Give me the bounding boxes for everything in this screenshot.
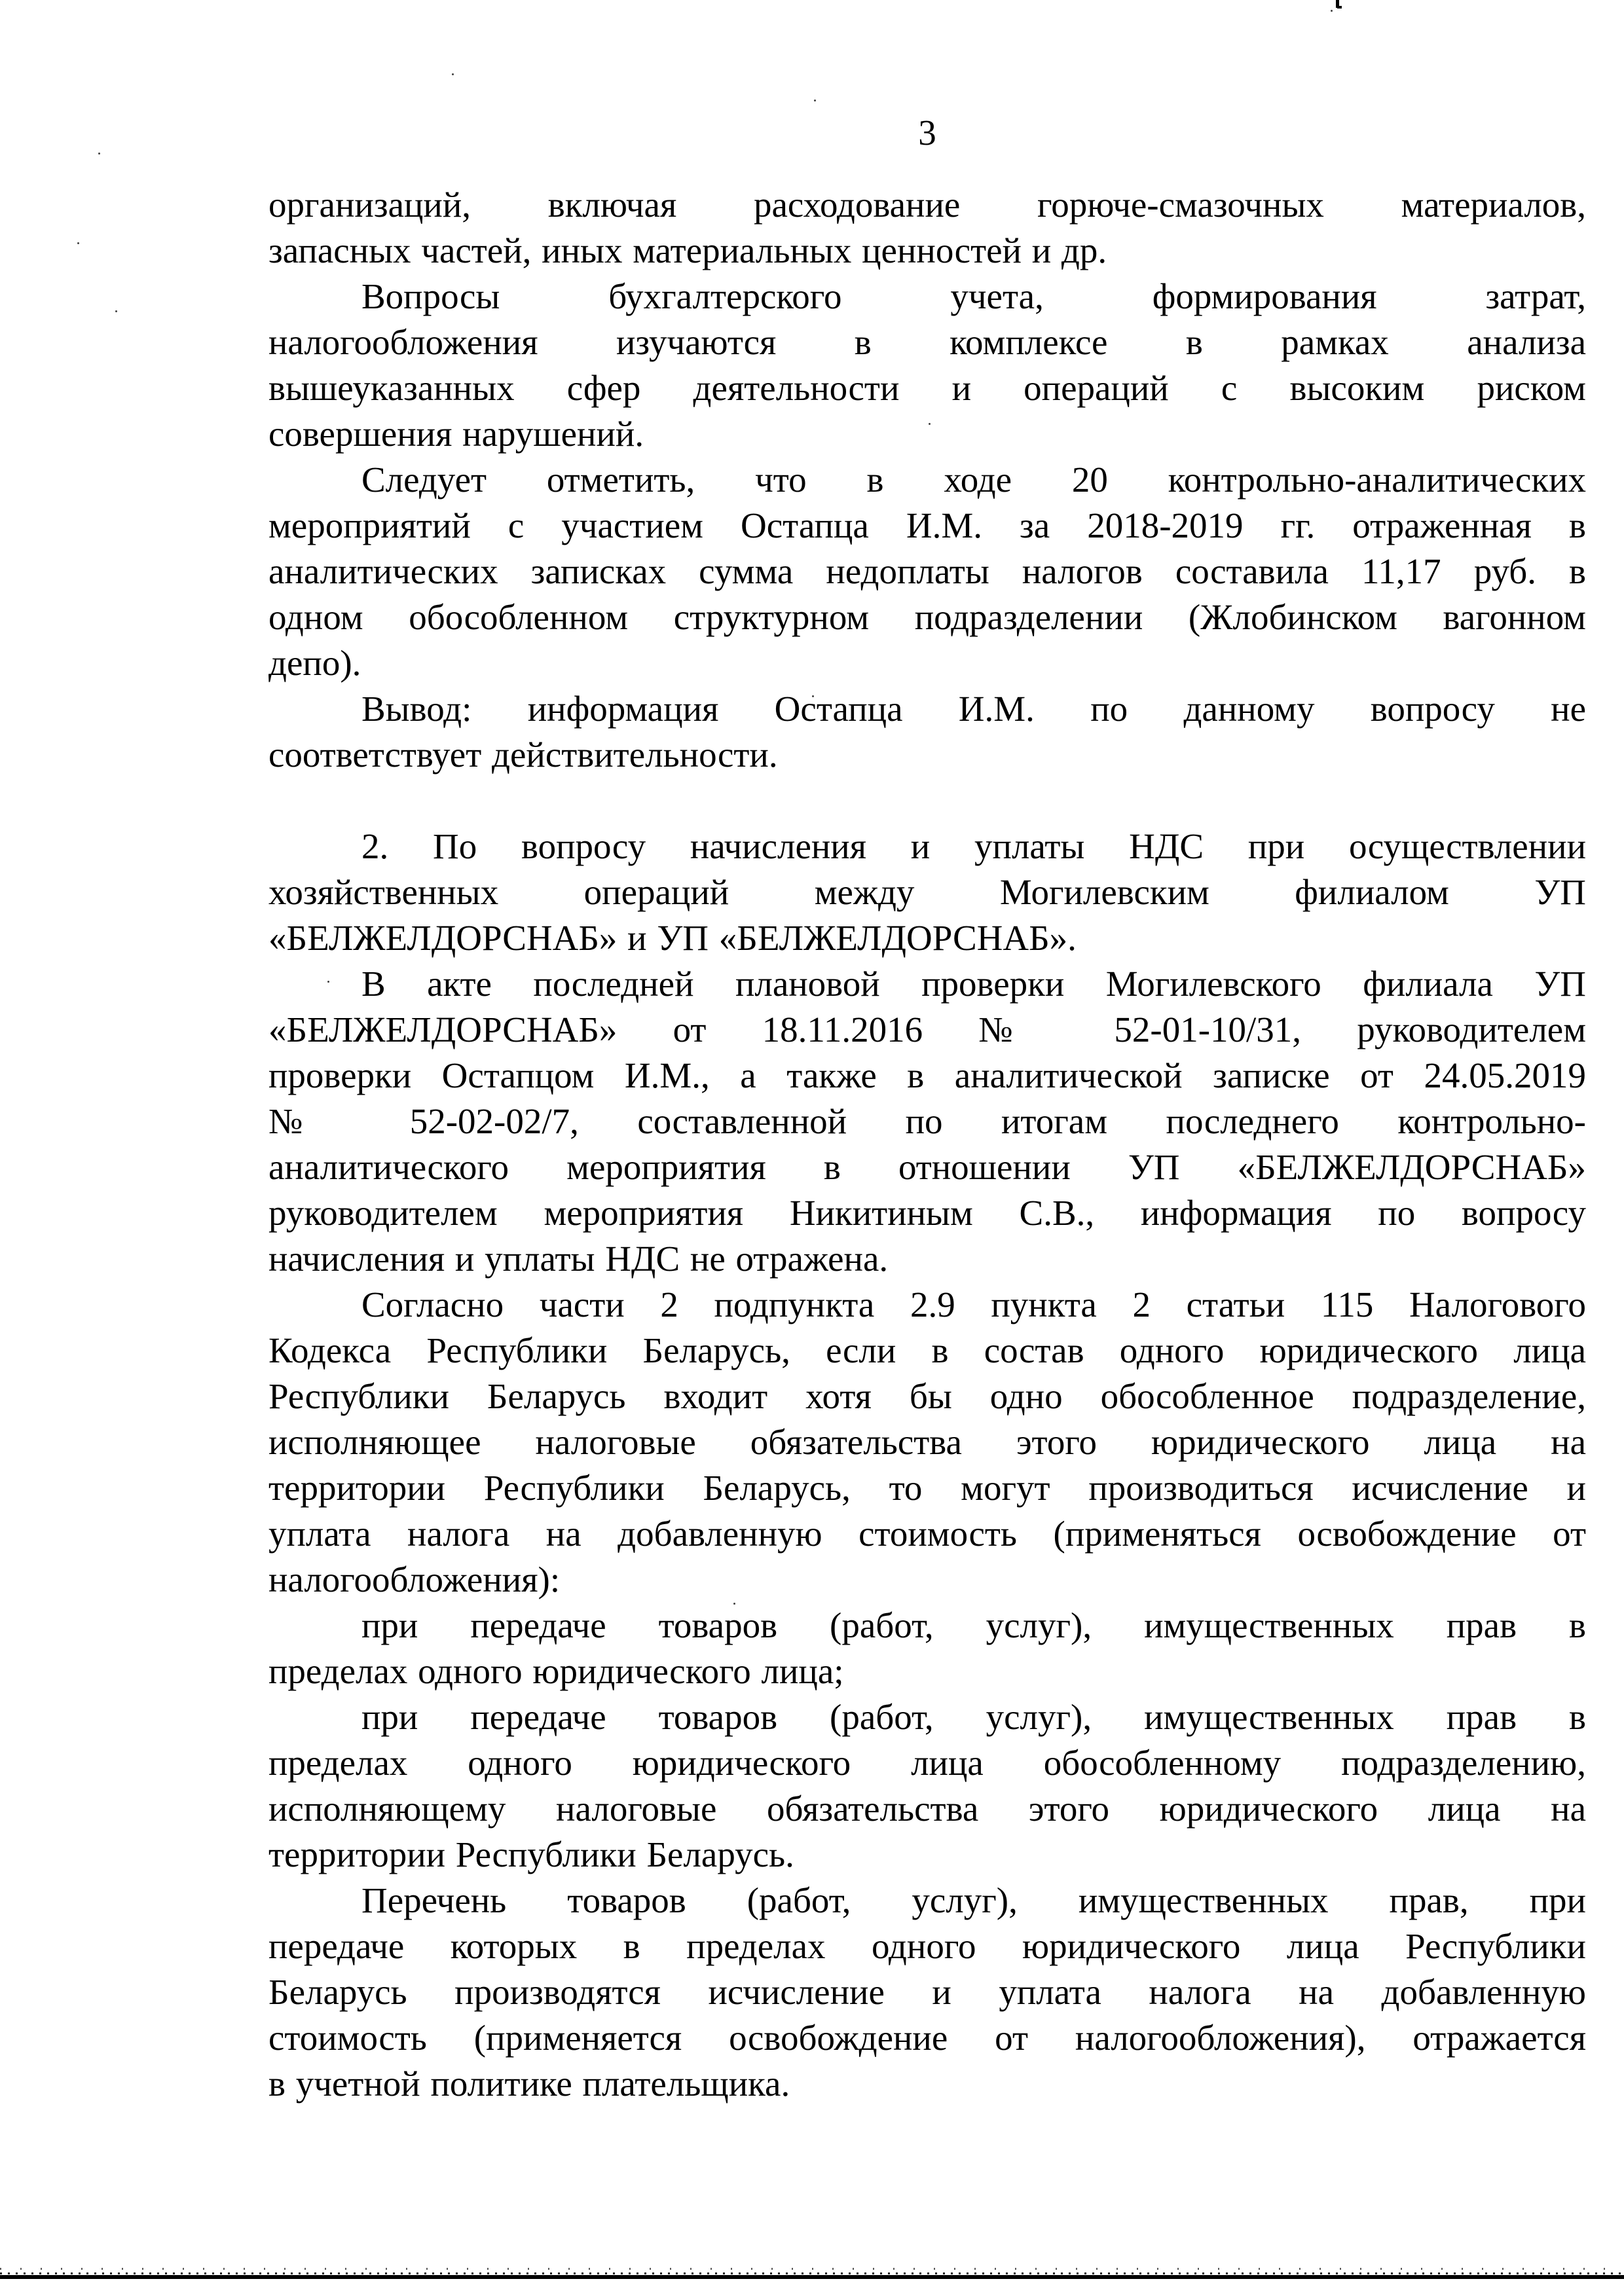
paragraph	[268, 686, 1586, 778]
text-line: В акте последней плановой проверки Могилевского филиала УП	[361, 964, 1586, 1004]
text-line: организаций, включая расходование горюче-смазочных материалов,	[268, 185, 1586, 225]
paragraph	[268, 1603, 1586, 1694]
text-line: одном обособленном структурном подразделении (Жлобинском вагонном	[268, 597, 1586, 637]
text-line: № 52-02-02/7, составленной по итогам последнего контрольно-	[268, 1101, 1586, 1141]
text-line: мероприятий с участием Остапца И.М. за 2018-2019 гг. отраженная в	[268, 505, 1586, 545]
paragraph	[268, 1282, 1586, 1603]
text-line: в учетной политике плательщика.	[268, 2064, 790, 2104]
text-line: руководителем мероприятия Никитиным С.В., информация по вопросу	[268, 1193, 1586, 1233]
text-line: совершения нарушений.	[268, 414, 644, 454]
noise-speck	[814, 100, 816, 101]
text-line: Следует отметить, что в ходе 20 контрольно-аналитических	[361, 460, 1586, 500]
text-line: пределах одного юридического лица обособленному подразделению,	[268, 1743, 1586, 1783]
text-line: начисления и уплаты НДС не отражена.	[268, 1239, 889, 1279]
text-line: территории Республики Беларусь, то могут производиться исчисление и	[268, 1468, 1586, 1508]
text-line: проверки Остапцом И.М., а также в аналитической записке от 24.05.2019	[268, 1055, 1586, 1095]
text-line: при передаче товаров (работ, услуг), имущественных прав в	[361, 1605, 1586, 1645]
text-line: депо).	[268, 643, 361, 683]
text-line: налогообложения изучаются в комплексе в рамках анализа	[268, 322, 1586, 362]
text-line: соответствует действительности.	[268, 735, 778, 774]
paragraph	[268, 961, 1586, 1282]
text-line: аналитических записках сумма недоплаты налогов составила 11,17 руб. в	[268, 551, 1586, 591]
paragraph	[268, 182, 1586, 274]
text-line: исполняющему налоговые обязательства этого юридического лица на	[268, 1789, 1586, 1829]
text-line: запасных частей, иных материальных ценностей и др.	[268, 230, 1107, 270]
paragraph	[268, 1878, 1586, 2107]
scan-artifact-mark	[1337, 6, 1342, 9]
text-line: Беларусь производятся исчисление и уплата налога на добавленную	[268, 1972, 1586, 2012]
text-line: Перечень товаров (работ, услуг), имущественных прав, при	[361, 1880, 1586, 1920]
text-line: территории Республики Беларусь.	[268, 1834, 794, 1874]
scan-edge-line	[0, 2275, 1624, 2279]
text-line: хозяйственных операций между Могилевским филиалом УП	[268, 872, 1586, 912]
paragraph	[268, 1694, 1586, 1878]
text-line: Согласно части 2 подпункта 2.9 пункта 2 статьи 115 Налогового	[361, 1285, 1586, 1324]
text-line: уплата налога на добавленную стоимость (применяться освобождение от	[268, 1514, 1586, 1554]
scan-edge-noise	[0, 2268, 1624, 2270]
noise-speck	[77, 242, 79, 244]
noise-speck	[115, 310, 117, 312]
text-line: Республики Беларусь входит хотя бы одно обособленное подразделение,	[268, 1376, 1586, 1416]
text-line: стоимость (применяется освобождение от налогообложения), отражается	[268, 2018, 1586, 2058]
text-line: вышеуказанных сфер деятельности и операций с высоким риском	[268, 368, 1586, 408]
document-body	[268, 182, 1586, 2107]
text-line: исполняющее налоговые обязательства этого юридического лица на	[268, 1422, 1586, 1462]
scan-edge-bottom	[0, 2264, 1624, 2284]
page-number: 3	[918, 113, 936, 153]
text-line: пределах одного юридического лица;	[268, 1651, 844, 1691]
paragraph	[268, 274, 1586, 457]
text-line: 2. По вопросу начисления и уплаты НДС при осуществлении	[361, 826, 1586, 866]
noise-speck	[1331, 10, 1333, 12]
noise-speck	[452, 73, 454, 75]
noise-speck	[98, 153, 100, 155]
text-line: Вопросы бухгалтерского учета, формирования затрат,	[361, 276, 1586, 316]
text-line: при передаче товаров (работ, услуг), имущественных прав в	[361, 1697, 1586, 1737]
text-line: «БЕЛЖЕЛДОРСНАБ» и УП «БЕЛЖЕЛДОРСНАБ».	[268, 918, 1077, 958]
paragraph	[268, 457, 1586, 686]
text-line: Вывод: информация Остапца И.М. по данному вопросу не	[361, 689, 1586, 729]
paragraph	[268, 824, 1586, 961]
text-line: аналитического мероприятия в отношении УП «БЕЛЖЕЛДОРСНАБ»	[268, 1147, 1586, 1187]
text-line: «БЕЛЖЕЛДОРСНАБ» от 18.11.2016 № 52-01-10/31, руководителем	[268, 1010, 1586, 1049]
text-line: налогообложения):	[268, 1559, 561, 1599]
scan-edge-noise	[0, 2272, 1624, 2274]
text-line: Кодекса Республики Беларусь, если в состав одного юридического лица	[268, 1330, 1586, 1370]
text-line: передаче которых в пределах одного юридического лица Республики	[268, 1926, 1586, 1966]
